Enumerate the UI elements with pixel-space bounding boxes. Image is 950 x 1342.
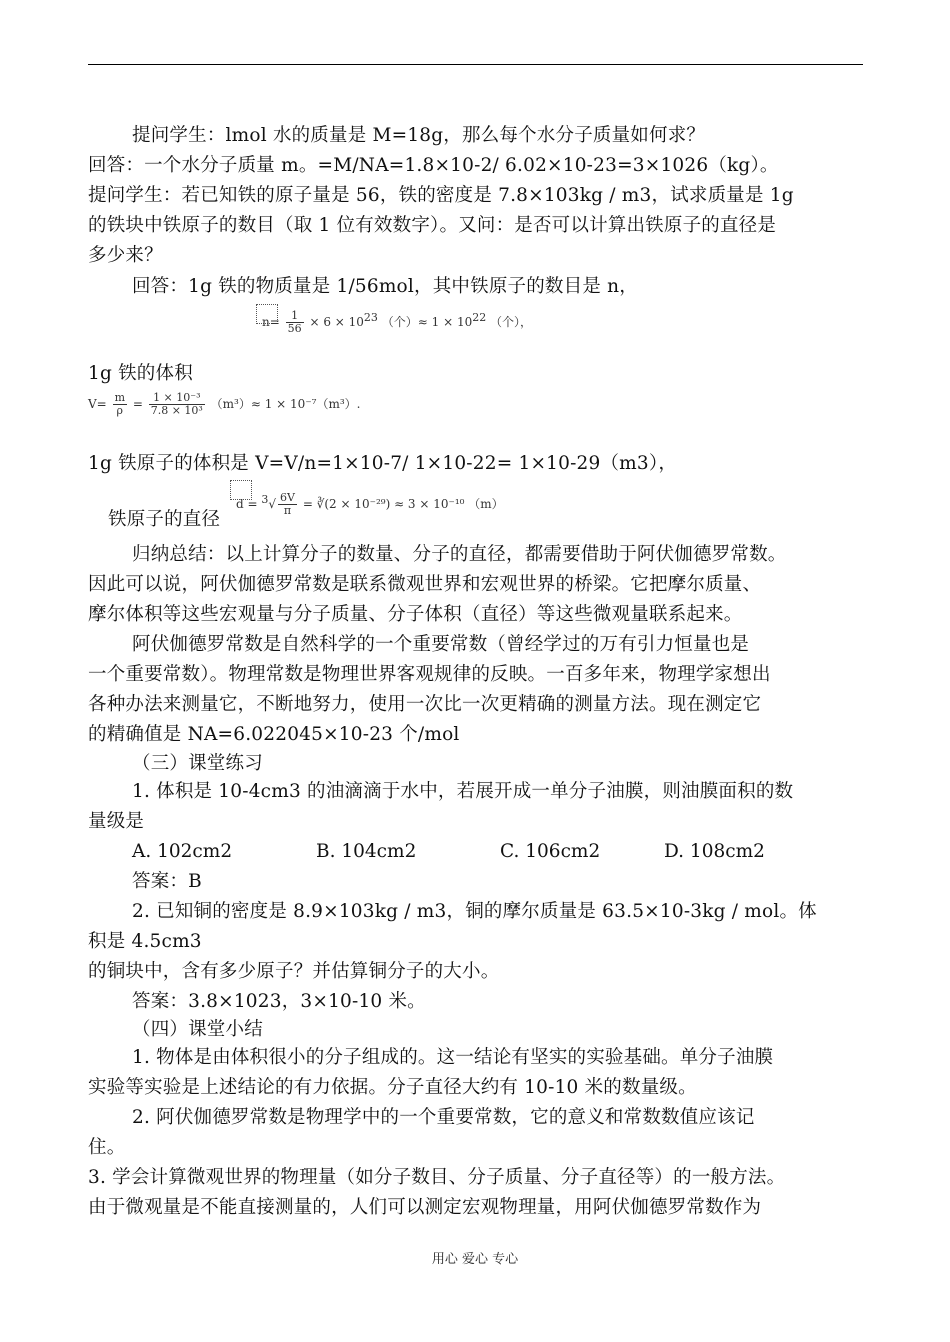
fraction <box>278 492 297 517</box>
equation-text: （个）≈ 1 × 10 <box>381 315 473 329</box>
text-line: 的铁块中铁原子的数目（取 1 位有效数字）。又问：是否可以计算出铁原子的直径是 <box>88 215 777 236</box>
text-line: 住。 <box>88 1137 126 1158</box>
fraction-numerator: 1 × 10⁻³ <box>149 392 205 405</box>
option-b: B. 104cm2 <box>316 841 417 862</box>
equation-v <box>88 392 360 417</box>
root-index: 3 <box>261 493 269 506</box>
text-line: 回答：一个水分子质量 m。=M/NA=1.8×10-2/ 6.02×10-23=3×1026（kg）。 <box>88 155 779 176</box>
text-line: 回答：1g 铁的物质量是 1/56mol，其中铁原子的数目是 n， <box>132 276 638 297</box>
text-line: 2. 阿伏伽德罗常数是物理学中的一个重要常数，它的意义和常数数值应该记 <box>132 1107 755 1128</box>
exponent: 23 <box>363 311 378 324</box>
text-line: 的精确值是 NA=6.022045×10-23 个/mol <box>88 724 460 745</box>
text-line: 摩尔体积等这些宏观量与分子质量、分子体积（直径）等这些微观量联系起来。 <box>88 604 743 625</box>
text-line: 多少来？ <box>88 245 163 266</box>
text-line: 一个重要常数）。物理常数是物理世界客观规律的反映。一百多年来，物理学家想出 <box>88 664 771 685</box>
equation-d <box>236 492 504 517</box>
fraction-denominator: 56 <box>287 322 302 335</box>
text-line: 提问学生：lmol 水的质量是 M=18g，那么每个水分子质量如何求？ <box>132 125 706 146</box>
fraction <box>149 392 205 417</box>
text-line: 积是 4.5cm3 <box>88 931 202 952</box>
text-line: 铁原子的直径 <box>108 509 221 530</box>
equation-text: n= <box>262 315 280 329</box>
option-c: C. 106cm2 <box>500 841 601 862</box>
fraction <box>286 310 304 335</box>
equation-text: V= <box>88 397 107 411</box>
equation-text: = ∛(2 × 10⁻²⁹) ≈ 3 × 10⁻¹⁰ （m） <box>302 497 504 511</box>
option-a: A. 102cm2 <box>132 841 233 862</box>
equation-text: = <box>132 397 143 411</box>
text-line: 答案：B <box>132 871 202 892</box>
fraction-denominator: π <box>283 504 292 517</box>
fraction-denominator: 7.8 × 10³ <box>150 404 203 417</box>
text-line: 的铜块中，含有多少原子？并估算铜分子的大小。 <box>88 961 500 982</box>
section-heading: （三）课堂练习 <box>132 753 263 774</box>
equation-text: × 6 × 10 <box>309 315 364 329</box>
text-line: 3. 学会计算微观世界的物理量（如分子数目、分子质量、分子直径等）的一般方法。 <box>88 1167 786 1188</box>
text-line: 答案：3.8×1023，3×10-10 米。 <box>132 991 426 1012</box>
fraction-denominator: ρ <box>116 404 124 417</box>
text-line: 1g 铁原子的体积是 V=V/n=1×10-7/ 1×10-22= 1×10-29（m3）， <box>88 453 678 474</box>
equation-text: （个）， <box>490 315 533 329</box>
text-line: 因此可以说，阿伏伽德罗常数是联系微观世界和宏观世界的桥梁。它把摩尔质量、 <box>88 574 762 595</box>
text-line: 1g 铁的体积 <box>88 363 193 384</box>
equation-n <box>262 310 532 335</box>
text-line: 各种办法来测量它，不断地努力，使用一次比一次更精确的测量方法。现在测定它 <box>88 694 762 715</box>
text-line: 量级是 <box>88 811 145 832</box>
text-line: 提问学生：若已知铁的原子量是 56，铁的密度是 7.8×103kg / m3，试求质量是 1g <box>88 185 794 206</box>
text-line: 实验等实验是上述结论的有力依据。分子直径大约有 10-10 米的数量级。 <box>88 1077 697 1098</box>
text-line: 阿伏伽德罗常数是自然科学的一个重要常数（曾经学过的万有引力恒量也是 <box>132 634 750 655</box>
equation-text: d = <box>236 497 258 511</box>
header-rule <box>88 64 863 65</box>
text-line: 2. 已知铜的密度是 8.9×103kg / m3，铜的摩尔质量是 63.5×10-3kg / mol。体 <box>132 901 817 922</box>
fraction-numerator: 6V <box>280 491 295 504</box>
text-line: 由于微观量是不能直接测量的，人们可以测定宏观物理量，用阿伏伽德罗常数作为 <box>88 1197 762 1218</box>
cube-root: $^3$√ $\frac{6V}{\pi}$ <box>261 491 295 517</box>
option-d: D. 108cm2 <box>664 841 765 862</box>
text-line: 1. 物体是由体积很小的分子组成的。这一结论有坚实的实验基础。单分子油膜 <box>132 1047 774 1068</box>
equation-text: （m³）≈ 1 × 10⁻⁷（m³）. <box>210 397 361 411</box>
text-line: 1. 体积是 10-4cm3 的油滴滴于水中，若展开成一单分子油膜，则油膜面积的数 <box>132 781 794 802</box>
exponent: 22 <box>472 311 487 324</box>
fraction-numerator: m <box>114 391 125 404</box>
page-footer: 用心 爱心 专心 <box>431 1252 519 1267</box>
text-line: 归纳总结：以上计算分子的数量、分子的直径，都需要借助于阿伏伽德罗常数。 <box>132 544 787 565</box>
section-heading: （四）课堂小结 <box>132 1019 263 1040</box>
fraction-numerator: 1 <box>286 310 304 323</box>
fraction <box>113 392 127 417</box>
